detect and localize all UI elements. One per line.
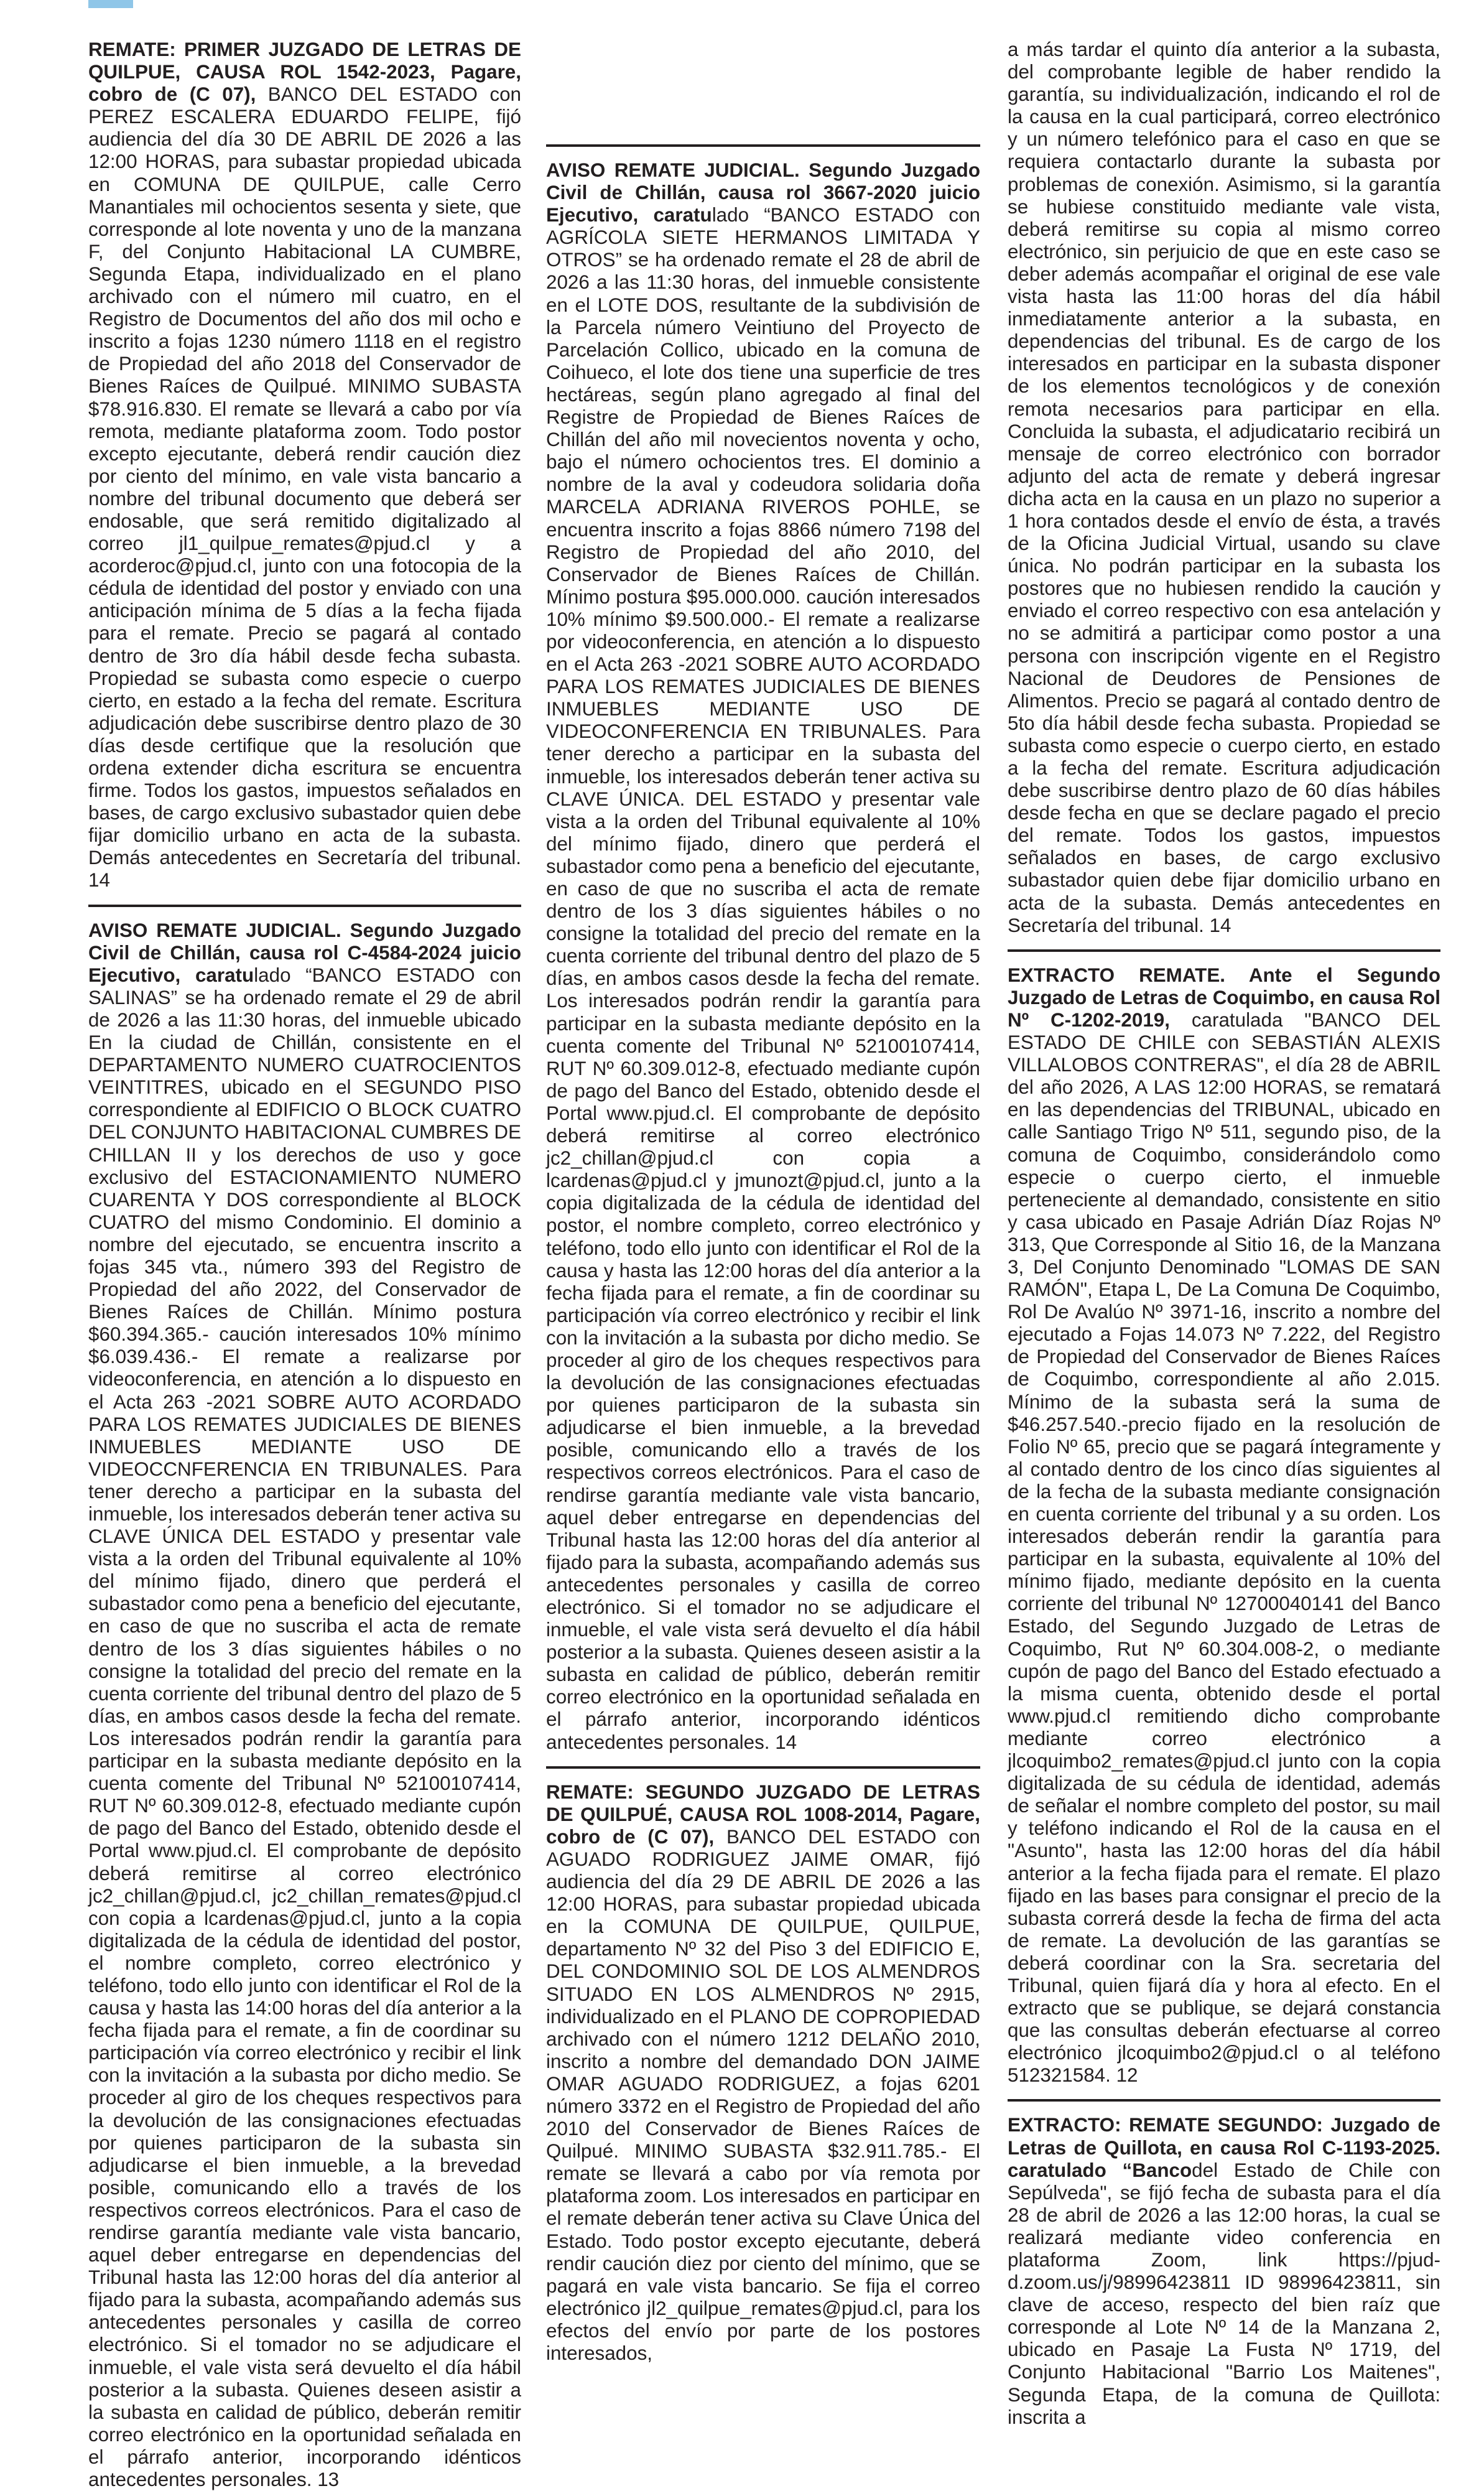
- notice-body: caratulada "BANCO DEL ESTADO DE CHILE con SEBASTIÁN ALEXIS VILLALOBOS CONTRERAS", el día 28 de ABRIL del año 2026, A LAS 12:00 HORAS, se rematará en las dependencias del TRIBUNAL, ubicado en calle Santiago Trigo Nº 511, segundo piso, de la comuna de Coquimbo, considerándolo como especie o cuerpo cierto, el inmueble perteneciente al demandado, consistente en sitio y casa ubicado en Pasaje Adrián Díaz Rojas Nº 313, Que Corresponde al Sitio 16, de la Manzana 3, Del Conjunto Denominado "LOMAS DE SAN RAMÓN", Etapa L, De La Comuna De Coquimbo, Rol De Avalúo Nº 3971-16, inscrito a nombre del ejecutado a Fojas 14.073 Nº 7.222, del Registro de Propiedad del Conservador de Bienes Raíces de Coquimbo, correspondiente al año 2.015. Mínimo de la subasta será la suma de $46.257.540.-precio fijado en la resolución de Folio Nº 65, precio que se pagará íntegramente y al contado dentro de los cinco días siguientes al de la fecha de la subasta mediante consignación en cuenta corriente del tribunal y a su orden. Los interesados deberán rendir la garantía para participar en la subasta, equivalente al 10% del mínimo fijado, mediante depósito en la cuenta corriente del tribunal Nº 12700040141 del Banco Estado, del Segundo Juzgado de Letras de Coquimbo, Rut Nº 60.304.008-2, o mediante cupón de pago del Banco del Estado efectuado a la misma cuenta, obtenido desde el portal www.pjud.cl remitiendo dicho comprobante mediante correo electrónico a jlcoquimbo2_remates@pjud.cl junto con la copia digitalizada de su cédula de identidad, además de señalar el nombre completo del postor, su mail y teléfono indicando el Rol de la causa en el "Asunto", hasta las 12:00 horas del día hábil anterior a la fecha fijada para el remate. El plazo fijado en las bases para consignar el precio de la subasta correrá desde la fecha de firma del acta de remate. La devolución de las garantías se deberá coordinar con la Sra. secretaria del Tribunal, quien fijará día y hora al efecto. En el extracto que se publique, se dejará constancia que las consultas deberán efectuarse al correo electrónico jlcoquimbo2@pjud.cl o al teléfono 512321584. 12: [1008, 1008, 1440, 2087]
- auction-notice-quilpue-1008-2014-continued: [1008, 39, 1440, 937]
- auction-notice-coquimbo-c-1202-2019: [1008, 964, 1440, 2087]
- notice-heading: EXTRACTO: REMATE SEGUNDO: Juzgado de Letras de Quillota, en causa Rol C-1193-2025. caratulado “Banco: [1008, 2114, 1440, 2181]
- notice-body: lado “BANCO ESTADO con SALINAS” se ha ordenado remate el 29 de abril de 2026 a las 11:30 horas, del inmueble ubicado En la ciudad de Chillán, consistente en el DEPARTAMENTO NUMERO CUATROCIENTOS VEINTITRES, ubicado en el SEGUNDO PISO correspondiente al EDIFICIO O BLOCK CUATRO DEL CONJUNTO HABITACIONAL CUMBRES DE CHILLAN II y los derechos de uso y goce exclusivo del ESTACIONAMIENTO NUMERO CUARENTA Y DOS correspondiente al BLOCK CUATRO del mismo Condominio. El dominio a nombre del ejecutado, se encuentra inscrito a fojas 345 vta., número 393 del Registro de Propiedad del año 2022, del Conservador de Bienes Raíces de Chillán. Mínimo postura $60.394.365.- caución interesados 10% mínimo $6.039.436.- El remate a realizarse por videoconferencia, en atención a lo dispuesto en el Acta 263 -2021 SOBRE AUTO ACORDADO PARA LOS REMATES JUDICIALES DE BIENES INMUEBLES MEDIANTE USO DE VIDEOCCNFERENCIA EN TRIBUNALES. Para tener derecho a participar en la subasta del inmueble, los interesados deberán tener activa su CLAVE ÚNICA DEL ESTADO y presentar vale vista a la orden del Tribunal equivalente al 10% del mínimo fijado, dinero que perderá el subastador como pena a beneficio del ejecutante, en caso de que no suscriba el acta de remate dentro de los 3 días siguientes hábiles o no consigne la totalidad del precio del remate en la cuenta corriente del tribunal dentro del plazo de 5 días, en ambos casos desde la fecha del remate. Los interesados podrán rendir la garantía para participar en la subasta mediante depósito en la cuenta comente del Tribunal Nº 52100107414, RUT Nº 60.309.012-8, efectuado mediante cupón de pago del Banco del Estado, obtenido desde el Portal www.pjud.cl. El comprobante de depósito deberá remitirse al correo electrónico jc2_chillan@pjud.cl, jc2_chillan_remates@pjud.cl con copia a lcardenas@pjud.cl, junto a la copia digitalizada de la cédula de identidad del postor, el nombre completo, correo electrónico y teléfono, todo ello junto con identificar el Rol de la causa y hasta las 14:00 horas del día anterior a la fecha fijada para el remate, a fin de coordinar su participación vía correo electrónico y recibir el link con la invitación a la subasta por dicho medio. Se proceder al giro de los cheques respectivos para la devolución de las consignaciones efectuadas por quienes participaron de la subasta sin adjudicarse el bien inmueble, a la brevedad posible, comunicando ello a través de los respectivos correos electrónicos. Para el caso de rendirse garantía mediante vale vista bancario, aquel deber entregarse en dependencias del Tribunal hasta las 12:00 horas del día anterior al fijado para la subasta, acompañando además sus antecedentes personales y casilla de correo electrónico. Si el tomador no se adjudicare el inmueble, el vale vista será devuelto el día hábil posterior a la subasta. Quienes deseen asistir a la subasta en calidad de público, deberán remitir correo electrónico en la oportunidad señalada en el párrafo anterior, incorporando idénticos antecedentes personales. 13: [88, 964, 522, 2491]
- notice-heading: REMATE: PRIMER JUZGADO DE LETRAS DE QUILPUE, CAUSA ROL 1542-2023, Pagare, cobro de (C 07),: [88, 39, 521, 106]
- notice-body: lado “BANCO ESTADO con AGRÍCOLA SIETE HERMANOS LIMITADA Y OTROS” se ha ordenado remate el 28 de abril de 2026 a las 11:30 horas, del inmueble consistente en el LOTE DOS, resultante de la subdivisión de la Parcela número Veintiuno del Proyecto de Parcelación Collico, ubicado en la comuna de Coihueco, el lote dos tiene una superficie de tres hectáreas, según plano agregado al final del Registre de Propiedad de Bienes Raíces de Chillán del año mil novecientos noventa y ocho, bajo el número ochocientos tres. El dominio a nombre de la aval y codeudora solidaria doña MARCELA ADRIANA RIVEROS POHLE, se encuentra inscrito a fojas 8866 número 7198 del Registro de Propiedad del año 2010, del Conservador de Bienes Raíces de Chillán. Mínimo postura $95.000.000. caución interesados 10% mínimo $9.500.000.- El remate a realizarse por videoconferencia, en atención a lo dispuesto en el Acta 263 -2021 SOBRE AUTO ACORDADO PARA LOS REMATES JUDICIALES DE BIENES INMUEBLES MEDIANTE USO DE VIDEOCONFERENCIA EN TRIBUNALES. Para tener derecho a participar en la subasta del inmueble, los interesados deberán tener activa su CLAVE ÚNICA. DEL ESTADO y presentar vale vista a la orden del Tribunal equivalente al 10% del mínimo fijado, dinero que perderá el subastador como pena a beneficio del ejecutante, en caso de que no suscriba el acta de remate dentro de los 3 días siguientes hábiles o no consigne la totalidad del precio del remate en la cuenta corriente del tribunal dentro del plazo de 5 días, en ambos casos desde la fecha del remate. Los interesados podrán rendir la garantía para participar en la subasta mediante depósito en la cuenta comente del Tribunal Nº 52100107414, RUT Nº 60.309.012-8, efectuado mediante cupón de pago del Banco del Estado, obtenido desde el Portal www.pjud.cl. El comprobante de depósito deberá remitirse al correo electrónico jc2_chillan@pjud.cl con copia a lcardenas@pjud.cl y jmunozt@pjud.cl, junto a la copia digitalizada de la cédula de identidad del postor, el nombre completo, correo electrónico y teléfono, todo ello junto con identificar el Rol de la causa y hasta las 12:00 horas del día anterior a la fecha fijada para el remate, a fin de coordinar su participación vía correo electrónico y recibir el link con la invitación a la subasta por dicho medio. Se proceder al giro de los cheques respectivos para la devolución de las consignaciones efectuadas por quienes participaron de la subasta sin adjudicarse el bien inmueble, a la brevedad posible, comunicando ello a través de los respectivos correos electrónicos. Para el caso de rendirse garantía mediante vale vista bancario, aquel deber entregarse en dependencias del Tribunal hasta las 12:00 horas del día anterior al fijado para la subasta, acompañando además sus antecedentes personales y casilla de correo electrónico. Si el tomador no se adjudicare el inmueble, el vale vista será devuelto el día hábil posterior a la subasta. Quienes deseen asistir a la subasta en calidad de público, deberán remitir correo electrónico en la oportunidad señalada en el párrafo anterior, incorporando idénticos antecedentes personales. 14: [546, 204, 981, 1753]
- column-3: [1008, 39, 1440, 2428]
- notice-body: a más tardar el quinto día anterior a la subasta, del comprobante legible de haber rendido la garantía, su individualización, indicando el rol de la causa en la cual participará, correo electrónico y un número telefónico para el caso en que se requiera contactarlo durante la subasta por problemas de conexión. Asimismo, si la garantía se hubiese constituido mediante vale vista, deberá remitirse su copia al mismo correo electrónico, sin perjuicio de que en este caso se deber además acompañar el original de ese vale vista hasta las 11:00 horas del día hábil inmediatamente anterior a la subasta, en dependencias del tribunal. Es de cargo de los interesados en participar en la subasta disponer de los elementos tecnológicos y de conexión remota necesarios para participar en ella. Concluida la subasta, el adjudicatario recibirá un mensaje de correo electrónico con borrador adjunto del acta de remate y deberá ingresar dicha acta en la causa en un plazo no superior a 1 hora contados desde el envío de ésta, a través de la Oficina Judicial Virtual, usando su clave única. No podrán participar en la subasta los postores que no hubiesen rendido la caución y enviado el correo respectivo con esa antelación y no se admitirá a participar como postor a una persona con inscripción vigente en el Registro Nacional de Deudores de Pensiones de Alimentos. Precio se pagará al contado dentro de 5to día hábil desde fecha subasta. Propiedad se subasta como especie o cuerpo cierto, en estado a la fecha del remate. Escritura adjudicación debe suscribirse dentro plazo de 60 días hábiles desde fecha en que se declare pagado el precio del remate. Todos los gastos, impuestos señalados en bases, de cargo exclusivo subastador quien debe fijar domicilio urbano en acta de la subasta. Demás antecedentes en Secretaría del tribunal. 14: [1008, 39, 1440, 936]
- notice-heading: AVISO REMATE JUDICIAL. Segundo Juzgado Civil de Chillán, causa rol C-4584-2024 juicio Ejecutivo, caratu: [88, 919, 521, 986]
- notice-heading: REMATE: SEGUNDO JUZGADO DE LETRAS DE QUILPUÉ, CAUSA ROL 1008-2014, Pagare, cobro de (C 07),: [546, 1781, 980, 1848]
- auction-notice-chillan-3667-2020: [546, 159, 980, 1754]
- notice-body: BANCO DEL ESTADO con PEREZ ESCALERA EDUARDO FELIPE, fijó audiencia del día 30 DE ABRIL DE 2026 a las 12:00 HORAS, para subastar propiedad ubicada en COMUNA DE QUILPUE, calle Cerro Manantiales mil ochocientos sesenta y siete, que corresponde al lote noventa y uno de la manzana F, del Conjunto Habitacional LA CUMBRE, Segunda Etapa, individualizado en el plano archivado con el número mil cuatro, en el Registro de Documentos del año dos mil ocho e inscrito a fojas 1230 número 1118 en el registro de Propiedad del año 2018 del Conservador de Bienes Raíces de Quilpué. MINIMO SUBASTA $78.916.830. El remate se llevará a cabo por vía remota, mediante plataforma zoom. Todo postor excepto ejecutante, deberá rendir caución diez por ciento del mínimo, en vale vista bancario a nombre del tribunal documento que deberá ser endosable, que será remitido digitalizado al correo jl1_quilpue_remates@pjud.cl y a acorderoc@pjud.cl, junto con una fotocopia de la cédula de identidad del postor y enviado con una anticipación mínima de 5 días a la fecha fijada para el remate. Precio se pagará al contado dentro de 3ro día hábil desde fecha subasta. Propiedad se subasta como especie o cuerpo cierto, en estado a la fecha del remate. Escritura adjudicación debe suscribirse dentro plazo de 30 días desde certifique que la resolución que ordena extender dicha escritura se encuentra firme. Todos los gastos, impuestos señalados en bases, de cargo exclusivo subastador quien debe fijar domicilio urbano en acta de la subasta. Demás antecedentes en Secretaría del tribunal. 14: [88, 83, 521, 892]
- column-1: [88, 39, 522, 2491]
- notice-body: del Estado de Chile con Sepúlveda", se fijó fecha de subasta para el día 28 de abril de 2026 a las 12:00 horas, la cual se realizará mediante video conferencia en plataforma Zoom, link https://pjud-d.zoom.us/j/98996423811 ID 98996423811, sin clave de acceso, respecto del bien raíz que corresponde al Lote Nº 14 de la Manzana 2, ubicado en Pasaje La Fusta Nº 1719, del Conjunto Habitacional "Barrio Los Maitenes", Segunda Etapa, de la comuna de Quillota: inscrita a: [1008, 2159, 1440, 2428]
- auction-notice-quillota-c-1193-2025: [1008, 2114, 1440, 2428]
- column-2: [546, 39, 981, 2364]
- notice-heading: AVISO REMATE JUDICIAL. Segundo Juzgado Civil de Chillán, causa rol 3667-2020 juicio Ejecutivo, caratu: [546, 159, 980, 226]
- auction-notice-quilpue-1008-2014: [546, 1781, 980, 2365]
- notice-divider: [1008, 2099, 1440, 2102]
- auction-notice-chillan-c-4584-2024: [88, 920, 521, 2491]
- notice-divider: [88, 905, 521, 907]
- notice-divider: [546, 144, 980, 147]
- notice-divider: [546, 1766, 980, 1769]
- notice-heading: EXTRACTO REMATE. Ante el Segundo Juzgado de Letras de Coquimbo, en causa Rol Nº C-1202-2019,: [1008, 964, 1440, 1031]
- auction-notice-quilpue-1542-2023: [88, 39, 521, 892]
- notice-divider: [1008, 949, 1440, 952]
- notice-body: BANCO DEL ESTADO con AGUADO RODRIGUEZ JAIME OMAR, fijó audiencia del día 29 DE ABRIL DE 2026 a las 12:00 HORAS, para subastar propiedad ubicada en la COMUNA DE QUILPUE, QUILPUE, departamento Nº 32 del Piso 3 del EDIFICIO E, DEL CONDOMINIO SOL DE LOS ALMENDROS SITUADO EN LOS ALMENDROS Nº 2915, individualizado en el PLANO DE COPROPIEDAD archivado con el número 1212 DELAÑO 2010, inscrito a nombre del demandado DON JAIME OMAR AGUADO RODRIGUEZ, a fojas 6201 número 3372 en el Registro de Propiedad del año 2010 del Conservador de Bienes Raíces de Quilpué. MINIMO SUBASTA $32.911.785.- El remate se llevará a cabo por vía remota por plataforma zoom. Los interesados en participar en el remate deberán tener activa su Clave Única del Estado. Todo postor excepto ejecutante, deberá rendir caución diez por ciento del mínimo, que se pagará en vale vista bancario. Se fija el correo electrónico jl2_quilpue_remates@pjud.cl, para los efectos del envío por parte de los postores interesados,: [546, 1825, 980, 2364]
- section-color-tab: [88, 0, 133, 8]
